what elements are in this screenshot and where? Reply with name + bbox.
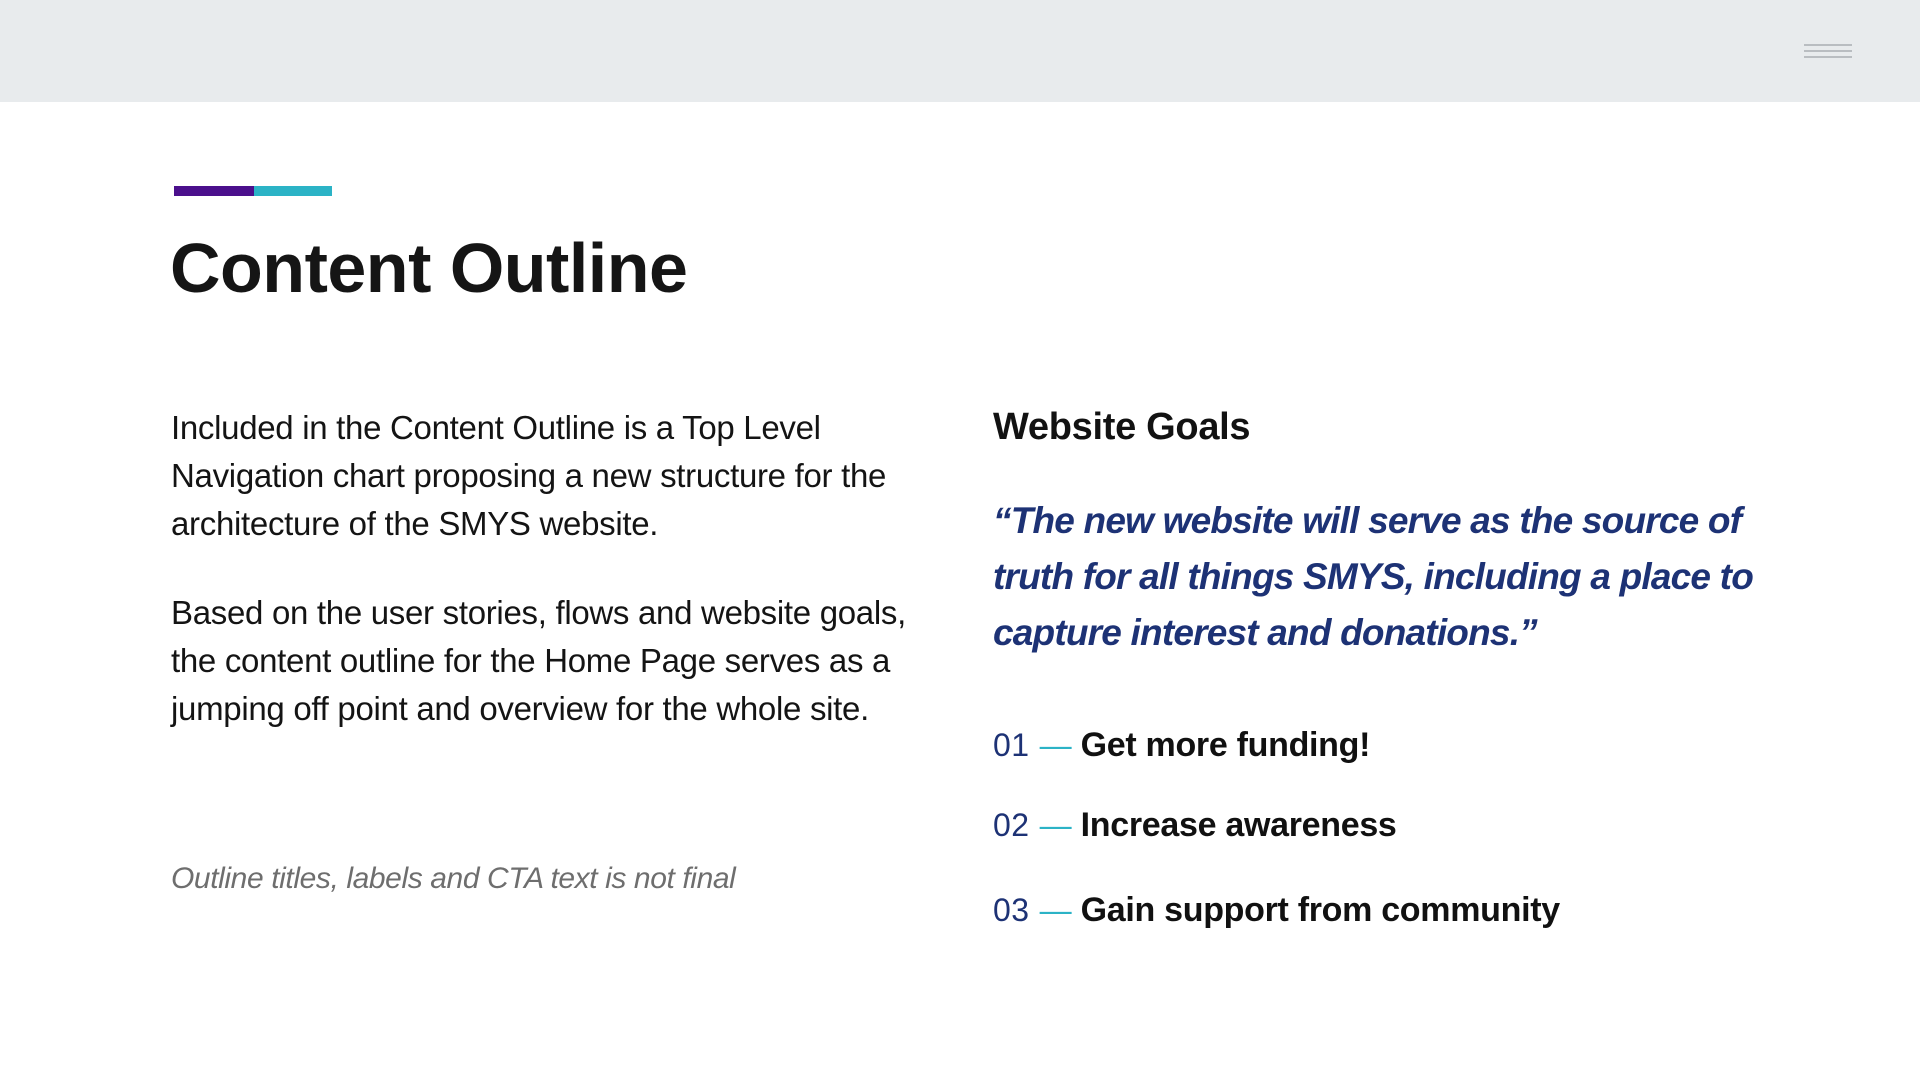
goal-dash: — <box>1039 727 1072 763</box>
goals-heading: Website Goals <box>993 406 1251 448</box>
goal-dash: — <box>1039 892 1072 928</box>
goal-number: 02 <box>993 807 1030 843</box>
hamburger-menu-icon[interactable] <box>1804 40 1852 64</box>
goal-number: 03 <box>993 892 1030 928</box>
goal-item <box>993 891 1560 930</box>
intro-column <box>171 404 951 733</box>
goal-text: Increase awareness <box>1080 806 1397 844</box>
menu-line <box>1804 50 1852 52</box>
goal-item <box>993 726 1370 765</box>
accent-teal-segment <box>254 186 332 196</box>
intro-paragraph: Based on the user stories, flows and website goals, the content outline for the Home Page serves as a jumping off point and overview for the whole site. <box>171 594 906 727</box>
title-accent-bar <box>174 186 332 196</box>
website-goals-section <box>993 406 1813 661</box>
accent-purple-segment <box>174 186 254 196</box>
top-bar <box>0 0 1920 102</box>
goal-number: 01 <box>993 727 1030 763</box>
menu-line <box>1804 56 1852 58</box>
intro-paragraph: Included in the Content Outline is a Top Level Navigation chart proposing a new structure for the architecture of the SMYS website. <box>171 409 887 542</box>
menu-line <box>1804 44 1852 46</box>
disclaimer-note: Outline titles, labels and CTA text is not final <box>171 862 736 895</box>
goals-quote: “The new website will serve as the source of truth for all things SMYS, including a place to capture interest and donations.” <box>993 500 1753 653</box>
goal-text: Gain support from community <box>1080 891 1560 929</box>
goal-item <box>993 806 1397 845</box>
page-title: Content Outline <box>170 229 688 307</box>
goal-dash: — <box>1039 807 1072 843</box>
goal-text: Get more funding! <box>1080 726 1371 764</box>
